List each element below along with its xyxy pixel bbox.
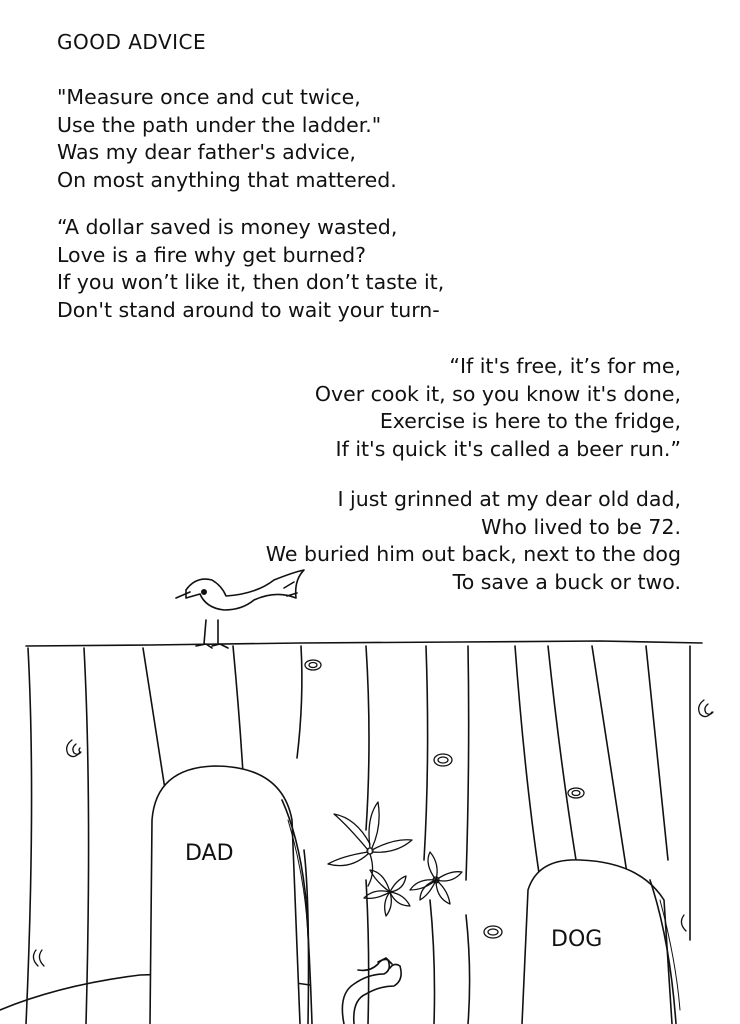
stanza-line: To save a buck or two. xyxy=(452,569,681,594)
stanza-line: We buried him out back, next to the dog xyxy=(265,542,681,566)
poem-title: GOOD ADVICE xyxy=(57,30,207,54)
flowers xyxy=(328,802,462,916)
dog-bone-icon xyxy=(342,958,401,1024)
stanza-line: Was my dear father's advice, xyxy=(57,140,356,164)
stanza-line: “If it's free, it’s for me, xyxy=(449,354,681,378)
stanza-line: Exercise is here to the fridge, xyxy=(379,409,681,433)
stanza-line: Who lived to be 72. xyxy=(481,514,681,539)
tombstone-dog-label: DOG xyxy=(551,927,603,952)
bird-icon xyxy=(176,570,304,648)
stanza-line: "Measure once and cut twice, xyxy=(57,85,361,109)
stanza-line: “A dollar saved is money wasted, xyxy=(57,215,398,239)
stanza-line: If it's quick it's called a beer run.” xyxy=(335,436,681,461)
stanza-line: Use the path under the ladder." xyxy=(57,112,382,137)
stanza-line: I just grinned at my dear old dad, xyxy=(337,487,681,511)
stanza-line: If you won’t like it, then don’t taste it, xyxy=(57,270,445,294)
fence-top-rail xyxy=(26,641,702,646)
stanza-line: Don't stand around to wait your turn- xyxy=(57,297,440,322)
stanza-line: Love is a fire why get burned? xyxy=(57,242,367,267)
tombstone-dad-label: DAD xyxy=(185,841,234,866)
tombstone-dad xyxy=(150,766,312,1024)
stanza-line: Over cook it, so you know it's done, xyxy=(314,381,681,406)
stanza-line: On most anything that mattered. xyxy=(57,167,397,192)
